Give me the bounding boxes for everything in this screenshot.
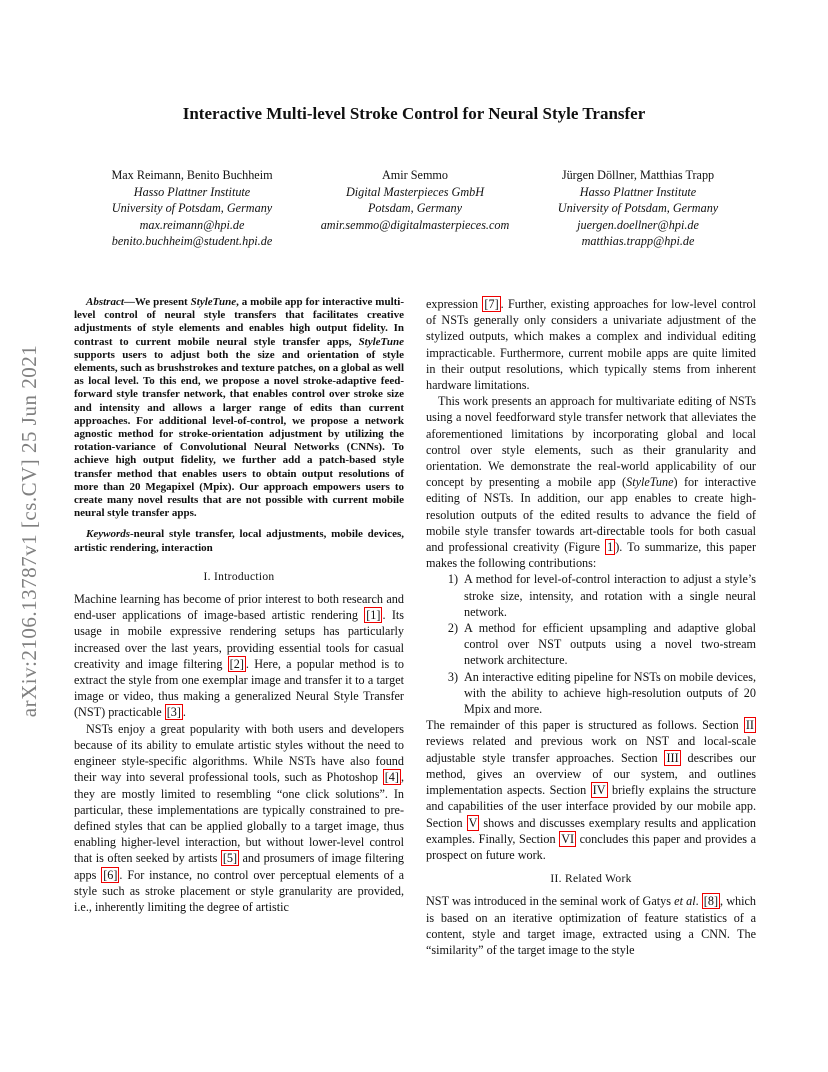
citation-link[interactable]: [4] (384, 770, 399, 785)
section-link[interactable]: IV (592, 783, 606, 798)
section-link[interactable]: VI (561, 831, 575, 846)
section-heading-related-work: II. Related Work (550, 873, 632, 886)
intro-paragraph-2: NSTs enjoy a great popularity with both users and developers because of its ability to emulate artistic styles without the need to engineer style-specific algorithms. While NSTs have also found their way into several professional tools, such as Photoshop [4] , they are mostly limited to resembling “one click solutions”. In particular, these implementations are typically constrained to pre-defined styles that can be applied globally to a target image, thus enabling higher-level interaction, but without lower-level control that is often seeked by artists [5] and prosumers of image filtering apps [6] . For instance, no control over perceptual elements of a style such as stroke placement or style granularity are provided, i.e., inherently limiting the degree of artistic (74, 721, 405, 914)
section-heading-introduction: I. Introduction (203, 570, 275, 583)
paper-title: Interactive Multi-level Stroke Control for Neural Style Transfer (182, 104, 646, 123)
contributions-list (426, 571, 756, 717)
section-link[interactable]: III (666, 750, 679, 765)
app-name: StyleTune (358, 335, 404, 348)
app-name: StyleTune (626, 475, 674, 490)
author-affiliation: Hasso Plattner Institute (579, 184, 697, 199)
figure-link[interactable]: 1 (607, 540, 614, 555)
author-block-2 (300, 167, 530, 233)
author-block-1 (92, 167, 292, 250)
author-email[interactable]: juergen.doellner@hpi.de (577, 217, 699, 232)
right-paragraph-3: NST was introduced in the seminal work of Gatys et al. [8] , which is based on an iterative optimization of feature statistics of a content, style and target image, extracted using a CNN. The “similarity” of the target image to the style (426, 894, 756, 957)
author-email[interactable]: max.reimann@hpi.de (139, 217, 245, 232)
citation-link[interactable]: [6] (103, 867, 118, 882)
abstract-label: Abstract (86, 296, 124, 308)
author-name: Jürgen Döllner, Matthias Trapp (561, 168, 715, 182)
section-link[interactable]: II (745, 718, 754, 733)
author-email[interactable]: benito.buchheim@student.hpi.de (111, 234, 273, 248)
author-name: Amir Semmo (381, 168, 448, 182)
author-affiliation: Digital Masterpieces GmbH (345, 184, 485, 199)
abstract-text: —We present (123, 296, 191, 308)
abstract-text: supports users to adjust both the size and orientation of style elements, such as brushstrokes and texture patches, on a global as well as local level. To this end, we propose a novel stroke-adaptive feed-forward style transfer network, that enables control over stroke size and intensity and allows a larger range of edits than current approaches. For additional level-of-control, we propose a network agnostic method for stroke-orientation adjustment by utilizing the rotation-variance of Convolutional Neural Networks (CNNs). To achieve high output fidelity, we further add a patch-based style transfer method that enables users to obtain output resolutions of more than 20 Megapixel (Mpix). Our approach empowers users to create many novel results that are not possible with current mobile neural style transfer apps. (74, 348, 404, 520)
left-column (74, 296, 404, 915)
author-location: University of Potsdam, Germany (557, 201, 719, 215)
author-affiliation: Hasso Plattner Institute (133, 184, 251, 199)
right-column (426, 296, 756, 958)
app-name: StyleTune (190, 296, 237, 308)
list-item: 2) A method for efficient upsampling and adaptive global control over NST outputs using a novel two-stream network architecture. (447, 621, 756, 668)
keywords (74, 528, 404, 554)
citation-link[interactable]: [1] (366, 608, 381, 623)
author-location: University of Potsdam, Germany (111, 201, 273, 215)
citation-link[interactable]: [7] (484, 297, 499, 311)
abstract (74, 296, 404, 520)
author-block-3 (538, 167, 738, 250)
list-item: 3) An interactive editing pipeline for NSTs on mobile devices, with the ability to achieve high-resolution outputs of 20 Mpix and more. (447, 669, 756, 717)
arxiv-identifier: arXiv:2106.13787v1 [cs.CV] 25 Jun 2021 (17, 344, 41, 718)
keywords-text: -neural style transfer, local adjustments, mobile devices, artistic rendering, interaction (74, 528, 404, 554)
author-email[interactable]: amir.semmo@digitalmasterpieces.com (320, 217, 510, 232)
et-al: et al (674, 894, 696, 909)
right-paragraph-2: The remainder of this paper is structured as follows. Section II reviews related and previous work on NST and local-scale adjustable style transfer approaches. Section III describes our method, gives an overview of our system, and outlines implementation aspects. Section IV briefly explains the structure and capabilities of the user interface provided by our mobile app. Section V shows and discusses exemplary results and application examples. Finally, Section VI concludes this paper and provides a prospect on future work. (426, 718, 757, 862)
abstract-text: , a mobile app for interactive multi-level control of neural style transfers that facilitates creative adjustments of style elements and enables high output fidelity. In contrast to current mobile neural style transfer apps, (74, 296, 405, 348)
citation-link[interactable]: [2] (229, 656, 244, 671)
citation-link[interactable]: [5] (222, 851, 238, 866)
right-paragraph-1: This work presents an approach for multivariate editing of NSTs using a novel feedforward style transfer network that alleviates the aforementioned limitations by incorporating global and local control over style elements, such as their granularity and orientation. We demonstrate the real-world applicability of our concept by presenting a mobile app (StyleTune) for interactive editing of NSTs. In addition, our app enables to create high-resolution outputs of the edited results to advance the field of mobile style transfer towards art-directable tools for both casual and professional creativity (Figure 1 ). To summarize, this paper makes the following contributions: (426, 394, 757, 571)
author-name: Max Reimann, Benito Buchheim (111, 168, 273, 182)
citation-link[interactable]: [8] (703, 894, 719, 909)
author-email[interactable]: matthias.trapp@hpi.de (581, 234, 695, 248)
intro-paragraph-1: Machine learning has become of prior interest to both research and end-user applications of image-based artistic rendering [1] . Its usage in mobile expressive rendering setups has particularly increased over the last years, providing essential tools for casual creativity and image filtering [2] . Here, a popular method is to extract the style from one exemplar image and transfer it to a target image or video, thus making a generalized Neural Style Transfer (NST) practicable [3] . (74, 592, 405, 720)
citation-link[interactable]: [3] (166, 705, 181, 720)
keywords-label: Keywords (86, 528, 130, 541)
author-location: Potsdam, Germany (367, 201, 463, 215)
section-link[interactable]: V (468, 815, 478, 830)
list-item: 1) A method for level-of-control interaction to adjust a style’s stroke size, intensity, and rotation with a single neural network. (447, 572, 756, 619)
right-paragraph-0: expression [7] . Further, existing approaches for low-level control of NSTs generally only considers a univariate adjustment of the stylized outputs, which makes a complex and individual editing impracticable. Furthermore, current mobile apps are quite limited in their output resolutions, which typically stems from inherent hardware limitations. (426, 297, 757, 393)
